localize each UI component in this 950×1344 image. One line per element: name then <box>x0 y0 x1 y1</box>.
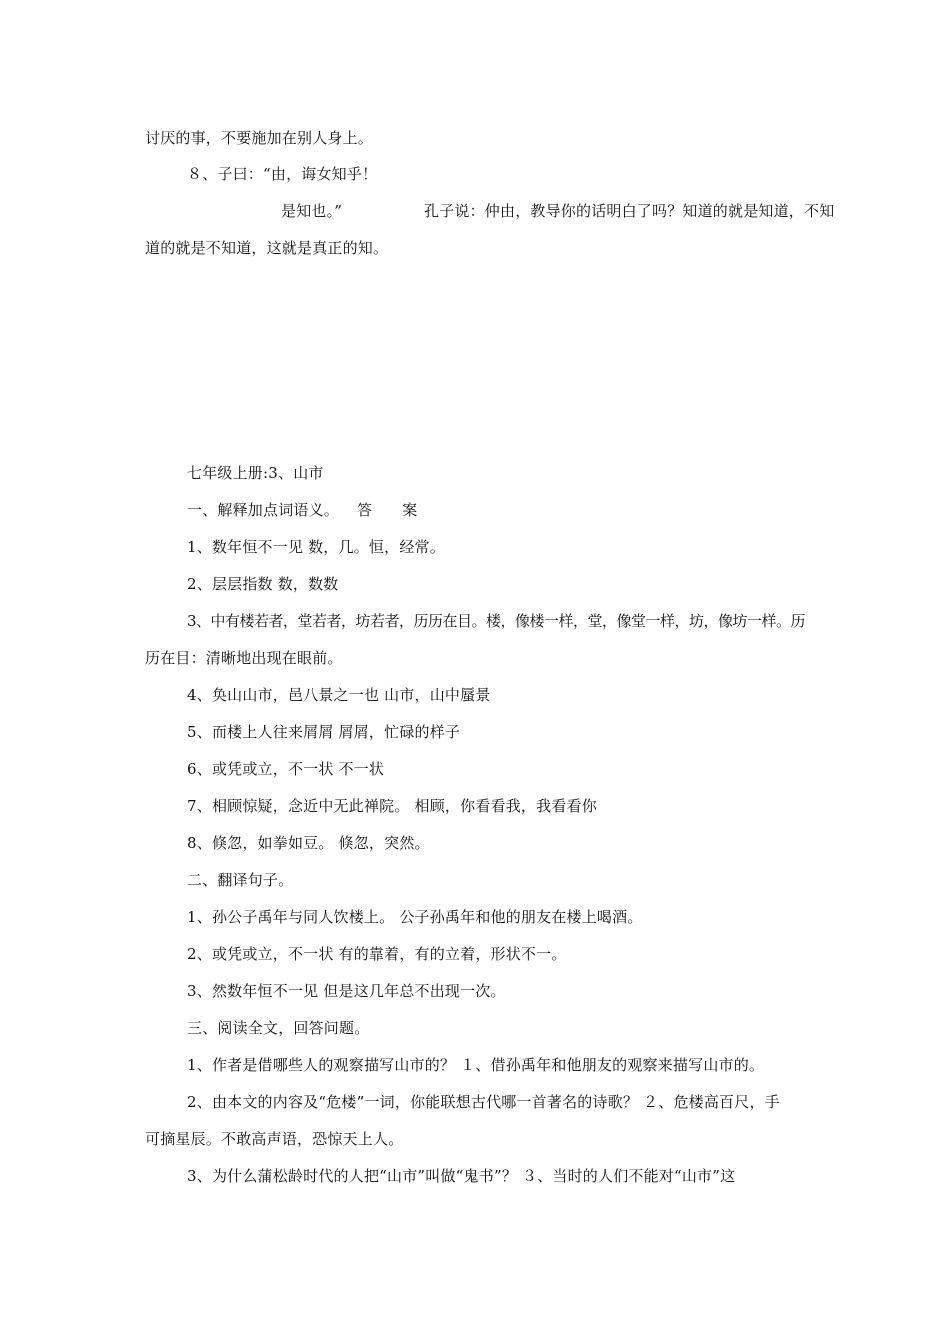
item-8-translation-line-1: 孔子说：仲由，教导你的话明白了吗？知道的就是知道，不知 <box>424 202 835 220</box>
section-heading: 七年级上册:3、山市 <box>187 464 324 482</box>
part-1-item: 1、数年恒不一见 数，几。恒，经常。 <box>187 538 445 556</box>
part-1-item: 6、或凭或立，不一状 不一状 <box>187 760 385 778</box>
part-1-title: 一、解释加点词语义。 <box>187 501 340 519</box>
answer-label-1: 答 <box>357 501 373 519</box>
part-3-title: 三、阅读全文，回答问题。 <box>187 1019 370 1037</box>
part-3-item: 1、作者是借哪些人的观察描写山市的？ １、借孙禹年和他朋友的观察来描写山市的。 <box>187 1056 765 1074</box>
item-8-quote-line-1: ８、子曰：“由，诲女知乎！ <box>187 165 378 183</box>
part-2-title: 二、翻译句子。 <box>187 871 294 889</box>
part-1-item-continuation: 历在目：清晰地出现在眼前。 <box>145 649 343 667</box>
part-2-item: 3、然数年恒不一见 但是这几年总不出现一次。 <box>187 982 506 1000</box>
part-1-item: 3、中有楼若者，堂若者，坊若者，历历在目。楼，像楼一样，堂，像堂一样，坊，像坊一样。历 <box>187 612 806 630</box>
part-3-item-continuation: 可摘星辰。不敢高声语，恐惊天上人。 <box>145 1130 404 1148</box>
continuation-text: 讨厌的事，不要施加在别人身上。 <box>145 129 374 147</box>
part-1-item: 8、倏忽，如拳如豆。 倏忽，突然。 <box>187 834 430 852</box>
part-1-item: 4、奂山山市，邑八景之一也 山市，山中蜃景 <box>187 686 491 704</box>
item-8-quote-line-2: 是知也。” <box>281 202 343 220</box>
part-1-title-row <box>187 500 417 520</box>
part-3-item: 2、由本文的内容及“危楼”一词，你能联想古代哪一首著名的诗歌？ ２、危楼高百尺，手 <box>187 1093 780 1111</box>
part-2-item: 1、孙公子禹年与同人饮楼上。 公子孙禹年和他的朋友在楼上喝酒。 <box>187 908 643 926</box>
answer-label-2: 案 <box>402 501 418 519</box>
part-1-item: 5、而楼上人往来屑屑 屑屑，忙碌的样子 <box>187 723 461 741</box>
part-1-item: 2、层层指数 数，数数 <box>187 575 339 593</box>
part-2-item: 2、或凭或立，不一状 有的靠着，有的立着，形状不一。 <box>187 945 567 963</box>
part-1-item: 7、相顾惊疑，念近中无此禅院。 相顾，你看看我，我看看你 <box>187 797 597 815</box>
part-3-item: 3、为什么蒲松龄时代的人把“山市”叫做“鬼书”？ ３、当时的人们不能对“山市”这 <box>187 1167 736 1185</box>
item-8-translation-line-2: 道的就是不知道，这就是真正的知。 <box>145 239 389 257</box>
